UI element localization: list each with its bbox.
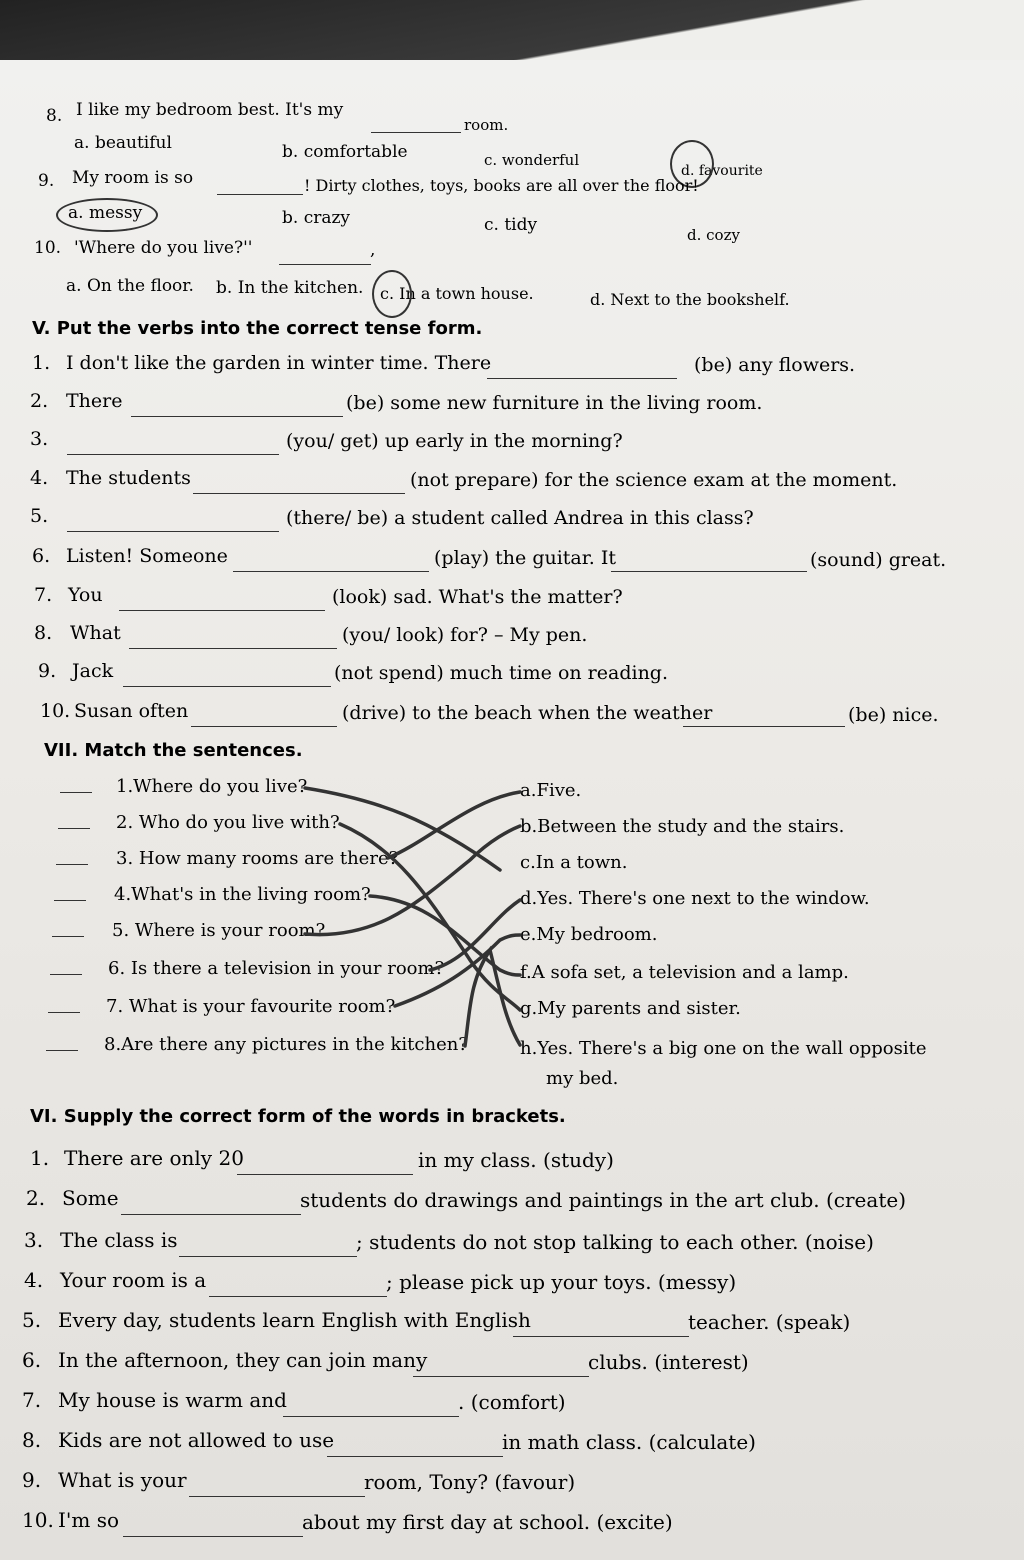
section-vi-heading: VI. Supply the correct form of the words in brackets.: [30, 1106, 566, 1127]
item-text: (be) some new furniture in the living room.: [346, 392, 763, 414]
match-question: 8.Are there any pictures in the kitchen?: [104, 1034, 468, 1055]
answer-blank[interactable]: [123, 1522, 303, 1537]
item-number: 4.: [30, 467, 49, 489]
answer-blank[interactable]: [179, 1242, 357, 1257]
q8-option-a: a. beautiful: [74, 133, 172, 153]
answer-blank[interactable]: [209, 1282, 387, 1297]
item-text: (not prepare) for the science exam at the moment.: [410, 469, 898, 491]
item-text: The students: [66, 467, 191, 489]
match-question: 1.Where do you live?: [116, 776, 308, 797]
item-text: Some: [62, 1186, 119, 1210]
q10-stem: 'Where do you live?'': [74, 238, 253, 258]
item-number: 4.: [24, 1268, 44, 1292]
item-text: You: [68, 584, 103, 606]
item-number: 1.: [30, 1146, 50, 1170]
match-line: [430, 900, 520, 970]
match-answer: g.My parents and sister.: [520, 998, 741, 1019]
item-number: 5.: [30, 505, 49, 527]
item-number: 7.: [34, 584, 53, 606]
item-text: (be) any flowers.: [694, 354, 856, 376]
q10-stem-end: ,: [370, 240, 376, 260]
item-text: about my first day at school. (excite): [302, 1510, 673, 1534]
item-text: Every day, students learn English with English: [58, 1308, 531, 1332]
answer-blank[interactable]: [283, 1402, 459, 1417]
q9-number: 9.: [38, 171, 55, 191]
q9-stem: My room is so: [72, 168, 194, 188]
item-number: 2.: [30, 390, 49, 412]
q10-option-b: b. In the kitchen.: [216, 278, 364, 298]
item-text: The class is: [60, 1228, 178, 1252]
match-question: 4.What's in the living room?: [114, 884, 371, 905]
match-answer: d.Yes. There's one next to the window.: [520, 888, 870, 909]
q9-option-d: d. cozy: [687, 226, 740, 244]
answer-blank[interactable]: [121, 1200, 301, 1215]
match-question: 7. What is your favourite room?: [106, 996, 396, 1017]
item-text: students do drawings and paintings in the art club. (create): [300, 1188, 906, 1212]
match-answer: my bed.: [546, 1068, 619, 1089]
q9-stem-end: ! Dirty clothes, toys, books are all over the floor!: [304, 176, 699, 195]
match-question: 3. How many rooms are there?: [116, 848, 399, 869]
item-text: ; please pick up your toys. (messy): [386, 1270, 737, 1294]
match-question: 6. Is there a television in your room?: [108, 958, 445, 979]
q8-option-b: b. comfortable: [282, 142, 408, 162]
item-text: clubs. (interest): [588, 1350, 749, 1374]
answer-blank[interactable]: [413, 1362, 589, 1377]
item-number: 3.: [24, 1228, 44, 1252]
item-text: (drive) to the beach when the weather: [342, 702, 713, 724]
item-text: in math class. (calculate): [502, 1430, 756, 1454]
q9-option-b: b. crazy: [282, 208, 351, 228]
item-number: 3.: [30, 428, 49, 450]
item-text: I'm so: [58, 1508, 120, 1532]
item-number: 8.: [22, 1428, 42, 1452]
match-answer: f.A sofa set, a television and a lamp.: [520, 962, 849, 983]
item-text: ; students do not stop talking to each other. (noise): [356, 1230, 874, 1254]
answer-blank[interactable]: [327, 1442, 503, 1457]
match-question: 5. Where is your room?: [112, 920, 326, 941]
answer-blank[interactable]: [189, 1482, 365, 1497]
item-text: (you/ get) up early in the morning?: [286, 430, 623, 452]
item-text: (sound) great.: [810, 549, 947, 571]
item-text: (look) sad. What's the matter?: [332, 586, 623, 608]
item-number: 10.: [40, 700, 71, 722]
item-text: (play) the guitar. It: [434, 547, 616, 569]
q9-option-a: a. messy: [68, 203, 143, 223]
match-answer: c.In a town.: [520, 852, 628, 873]
item-text: Kids are not allowed to use: [58, 1428, 335, 1452]
q10-number: 10.: [34, 238, 62, 258]
item-number: 7.: [22, 1388, 42, 1412]
item-text: Listen! Someone: [66, 545, 228, 567]
section-vii-heading: VII. Match the sentences.: [44, 740, 303, 761]
item-text: Jack: [72, 660, 114, 682]
match-question: 2. Who do you live with?: [116, 812, 340, 833]
q9-option-c: c. tidy: [484, 215, 538, 235]
match-answer: h.Yes. There's a big one on the wall opposite: [520, 1038, 927, 1059]
item-number: 6.: [22, 1348, 42, 1372]
item-text: I don't like the garden in winter time. There: [66, 352, 492, 374]
q8-stem: I like my bedroom best. It's my: [76, 100, 344, 120]
item-text: (be) nice.: [848, 704, 939, 726]
match-answer: e.My bedroom.: [520, 924, 658, 945]
item-number: 1.: [32, 352, 51, 374]
item-text: (there/ be) a student called Andrea in this class?: [286, 507, 754, 529]
match-answer: a.Five.: [520, 780, 582, 801]
item-text: In the afternoon, they can join many: [58, 1348, 428, 1372]
item-text: There are only 20: [64, 1146, 244, 1170]
item-text: in my class. (study): [418, 1148, 614, 1172]
item-text: What is your: [58, 1468, 187, 1492]
item-text: (you/ look) for? – My pen.: [342, 624, 588, 646]
q8-option-d: d. favourite: [681, 163, 763, 179]
q8-number: 8.: [46, 106, 63, 126]
item-text: Susan often: [74, 700, 189, 722]
item-text: What: [70, 622, 121, 644]
q10-option-d: d. Next to the bookshelf.: [590, 290, 790, 309]
item-number: 2.: [26, 1186, 46, 1210]
answer-blank[interactable]: [237, 1160, 413, 1175]
item-number: 6.: [32, 545, 51, 567]
q8-option-c: c. wonderful: [484, 151, 580, 169]
item-text: My house is warm and: [58, 1388, 287, 1412]
item-text: . (comfort): [458, 1390, 566, 1414]
item-text: Your room is a: [60, 1268, 207, 1292]
item-text: teacher. (speak): [688, 1310, 851, 1334]
item-number: 10.: [22, 1508, 54, 1532]
match-answer: b.Between the study and the stairs.: [520, 816, 845, 837]
item-text: There: [66, 390, 123, 412]
item-number: 8.: [34, 622, 53, 644]
item-number: 9.: [22, 1468, 42, 1492]
match-line: [388, 792, 520, 858]
section-v-heading: V. Put the verbs into the correct tense form.: [32, 318, 483, 339]
item-text: (not spend) much time on reading.: [334, 662, 669, 684]
q8-stem-end: room.: [464, 116, 509, 134]
item-number: 5.: [22, 1308, 42, 1332]
q10-option-a: a. On the floor.: [66, 276, 194, 296]
item-number: 9.: [38, 660, 57, 682]
answer-blank[interactable]: [513, 1322, 689, 1337]
item-text: room, Tony? (favour): [364, 1470, 576, 1494]
q10-option-c: c. In a town house.: [380, 284, 534, 303]
